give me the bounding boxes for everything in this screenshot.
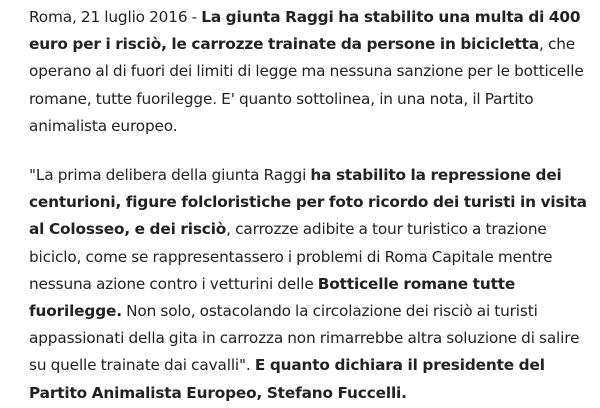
quote-bold-attribution: E quanto dichiara il presidente del Partito Animalista Europeo, Stefano Fuccelli. [29,356,545,402]
quote-bold-1: ha stabilito la repressione dei centurioni, figure folcloristiche per foto ricordo dei turisti in visita al Colosseo, e dei risciò [29,166,587,239]
paragraph-intro [29,4,589,140]
body-text: , che operano al di fuori dei limiti di legge ma nessuna sanzione per le botticelle romane, tutte fuorilegge. E' quanto sottolinea, in una nota, il Partito animalista europeo. [29,35,584,135]
quote-text-3: Non solo, ostacolando la circolazione dei risciò ai turisti appassionati della gita in carrozza non rimarrebbe altra soluzione di salire su quelle trainate dai cavalli". [29,302,580,375]
quote-bold-2: Botticelle romane tutte fuorilegge. [29,274,516,321]
bold-lead-text: La giunta Raggi ha stabilito una multa di 400 euro per i risciò, le carrozze trainate da persone in bicicletta [29,8,581,54]
paragraph-quote [29,162,589,407]
dateline-text: Roma, 21 luglio 2016 - [29,8,202,26]
quote-text-2: , carrozze adibite a tour turistico a trazione biciclo, come se rappresentassero i problemi di Roma Capitale mentre nessuna azione contro i vetturini delle [29,220,553,293]
article-body [29,4,589,407]
quote-text-1: "La prima delibera della giunta Raggi [29,166,311,185]
